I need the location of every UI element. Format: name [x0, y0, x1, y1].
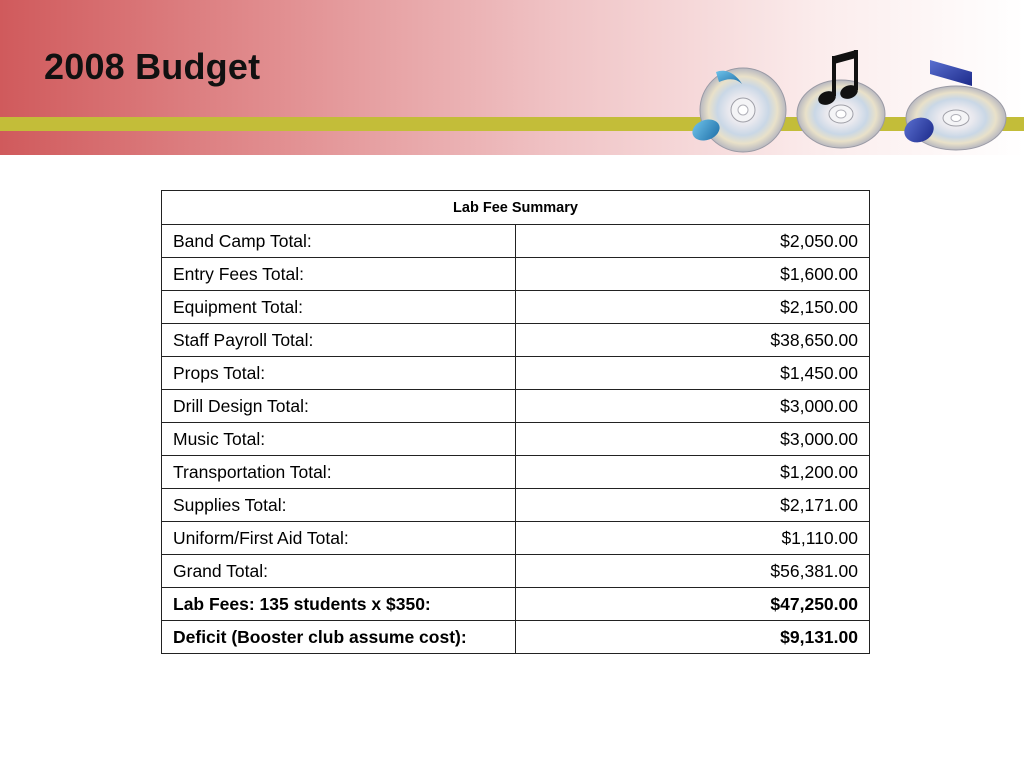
- row-label: Supplies Total:: [162, 489, 516, 522]
- row-label: Equipment Total:: [162, 291, 516, 324]
- table-row: [162, 522, 870, 555]
- page-title: 2008 Budget: [44, 46, 261, 87]
- table-row: [162, 489, 870, 522]
- row-label: Music Total:: [162, 423, 516, 456]
- row-amount: $1,450.00: [516, 357, 870, 390]
- row-amount: $2,050.00: [516, 225, 870, 258]
- table-row: [162, 357, 870, 390]
- music-note-cd-icon: [901, 60, 1006, 150]
- double-music-note-cd-icon: [797, 50, 885, 148]
- row-label: Deficit (Booster club assume cost):: [162, 621, 516, 654]
- lab-fee-summary-table: [161, 190, 870, 654]
- table-row: [162, 423, 870, 456]
- music-note-cd-icon: [689, 68, 786, 152]
- deficit-row: [162, 621, 870, 654]
- row-label: Band Camp Total:: [162, 225, 516, 258]
- row-amount: $3,000.00: [516, 390, 870, 423]
- row-amount: $38,650.00: [516, 324, 870, 357]
- table-header-row: [162, 191, 870, 225]
- row-amount: $56,381.00: [516, 555, 870, 588]
- grand-total-row: [162, 555, 870, 588]
- row-label: Transportation Total:: [162, 456, 516, 489]
- table-caption: Lab Fee Summary: [162, 191, 870, 225]
- row-amount: $9,131.00: [516, 621, 870, 654]
- table-row: [162, 390, 870, 423]
- row-label: Staff Payroll Total:: [162, 324, 516, 357]
- row-amount: $1,200.00: [516, 456, 870, 489]
- row-amount: $3,000.00: [516, 423, 870, 456]
- row-amount: $1,600.00: [516, 258, 870, 291]
- table-row: [162, 324, 870, 357]
- row-label: Grand Total:: [162, 555, 516, 588]
- lab-fees-row: [162, 588, 870, 621]
- table-row: [162, 291, 870, 324]
- row-amount: $2,150.00: [516, 291, 870, 324]
- table-row: [162, 258, 870, 291]
- row-amount: $2,171.00: [516, 489, 870, 522]
- row-label: Entry Fees Total:: [162, 258, 516, 291]
- row-amount: $1,110.00: [516, 522, 870, 555]
- music-cd-artwork: [686, 44, 1016, 160]
- row-label: Props Total:: [162, 357, 516, 390]
- row-amount: $47,250.00: [516, 588, 870, 621]
- row-label: Lab Fees: 135 students x $350:: [162, 588, 516, 621]
- row-label: Drill Design Total:: [162, 390, 516, 423]
- row-label: Uniform/First Aid Total:: [162, 522, 516, 555]
- table-row: [162, 225, 870, 258]
- table-row: [162, 456, 870, 489]
